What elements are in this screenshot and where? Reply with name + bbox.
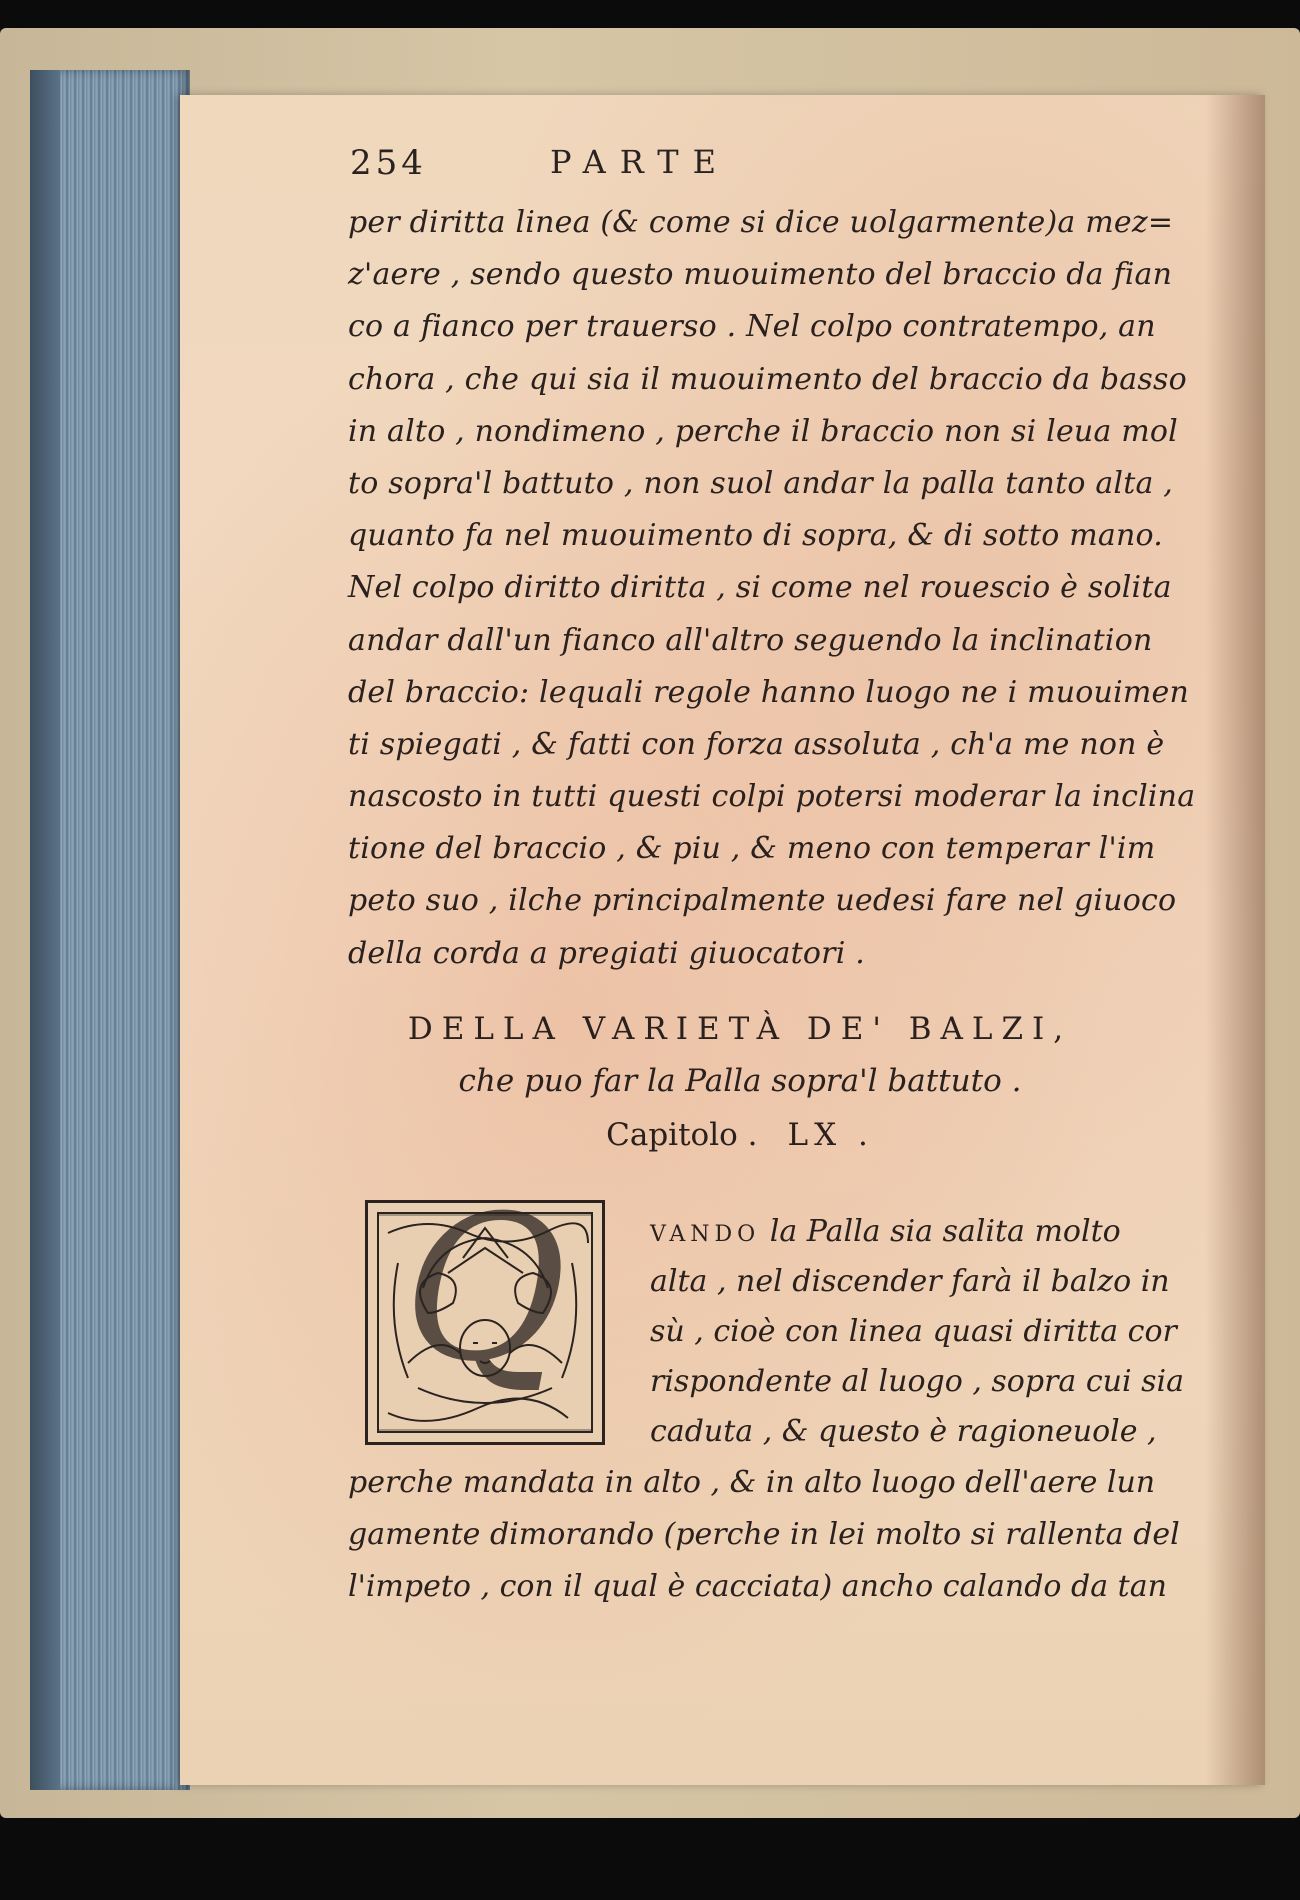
text-line: per diritta linea (& come si dice uolgarmente)a mez= [348, 205, 1174, 240]
spine-shadow [30, 70, 60, 1790]
drop-cap-letter: Q [403, 1203, 567, 1406]
text-line: caduta , & questo è ragioneuole , [650, 1414, 1157, 1449]
first-word-smallcaps: VANDO [650, 1222, 761, 1247]
body-paragraph [348, 197, 1196, 980]
chapter-number-line [300, 1107, 1180, 1163]
text-line: co a fianco per trauerso . Nel colpo contratempo, an [348, 309, 1156, 345]
chapter-label: Capitolo . [606, 1117, 758, 1153]
chapter-subtitle: che puo far la Palla sopra'l battuto . [458, 1063, 1022, 1099]
text-fragment: la Palla sia salita molto [760, 1214, 1121, 1249]
text-line: nascosto in tutti questi colpi potersi moderar la inclina [348, 779, 1196, 815]
page-number: 254 [350, 143, 427, 183]
text-line: z'aere , sendo questo muouimento del braccio da fian [348, 257, 1173, 293]
text-line: alta , nel discender farà il balzo in [650, 1264, 1170, 1299]
text-line [650, 1207, 1210, 1257]
running-head [350, 143, 1070, 193]
page-gutter-shadow [1205, 95, 1265, 1785]
text-line: tione del braccio , & piu , & meno con temperar l'im [348, 831, 1156, 867]
text-line: rispondente al luogo , sopra cui sia [650, 1364, 1184, 1399]
chapter-paragraph-beside-initial [650, 1207, 1210, 1457]
text-line: gamente dimorando (perche in lei molto si rallenta del [348, 1517, 1180, 1552]
text-line: ti spiegati , & fatti con forza assoluta , ch'a me non è [348, 726, 1165, 762]
text-line: peto suo , ilche principalmente uedesi fare nel giuoco [348, 883, 1177, 919]
chapter-title: DELLA VARIETÀ DE' BALZI, [407, 1011, 1073, 1047]
text-line: andar dall'un fianco all'altro seguendo la inclination [348, 622, 1153, 658]
text-line: chora , che qui sia il muouimento del braccio da basso [348, 361, 1187, 397]
chapter-paragraph-full-width [348, 1457, 1188, 1613]
book-page [180, 95, 1265, 1785]
ornament-icon [368, 1203, 602, 1442]
text-line: Nel colpo diritto diritta , si come nel rouescio è solita [348, 570, 1172, 606]
chapter-heading [300, 1003, 1180, 1163]
text-line: in alto , nondimeno , perche il braccio non si leua mol [348, 413, 1178, 449]
decorated-initial-q [365, 1200, 605, 1445]
text-line: perche mandata in alto , & in alto luogo dell'aere lun [348, 1465, 1156, 1500]
text-line: del braccio: lequali regole hanno luogo ne i muouimen [348, 674, 1189, 710]
text-line: l'impeto , con il qual è cacciata) ancho calando da tan [348, 1569, 1167, 1604]
text-line: to sopra'l battuto , non suol andar la palla tanto alta , [348, 465, 1174, 501]
text-line: della corda a pregiati giuocatori . [348, 935, 865, 971]
chapter-number: LX . [787, 1117, 874, 1153]
text-line: sù , cioè con linea quasi diritta cor [650, 1314, 1177, 1349]
text-line: quanto fa nel muouimento di sopra, & di sotto mano. [348, 518, 1163, 554]
running-head-title: PARTE [550, 143, 730, 181]
